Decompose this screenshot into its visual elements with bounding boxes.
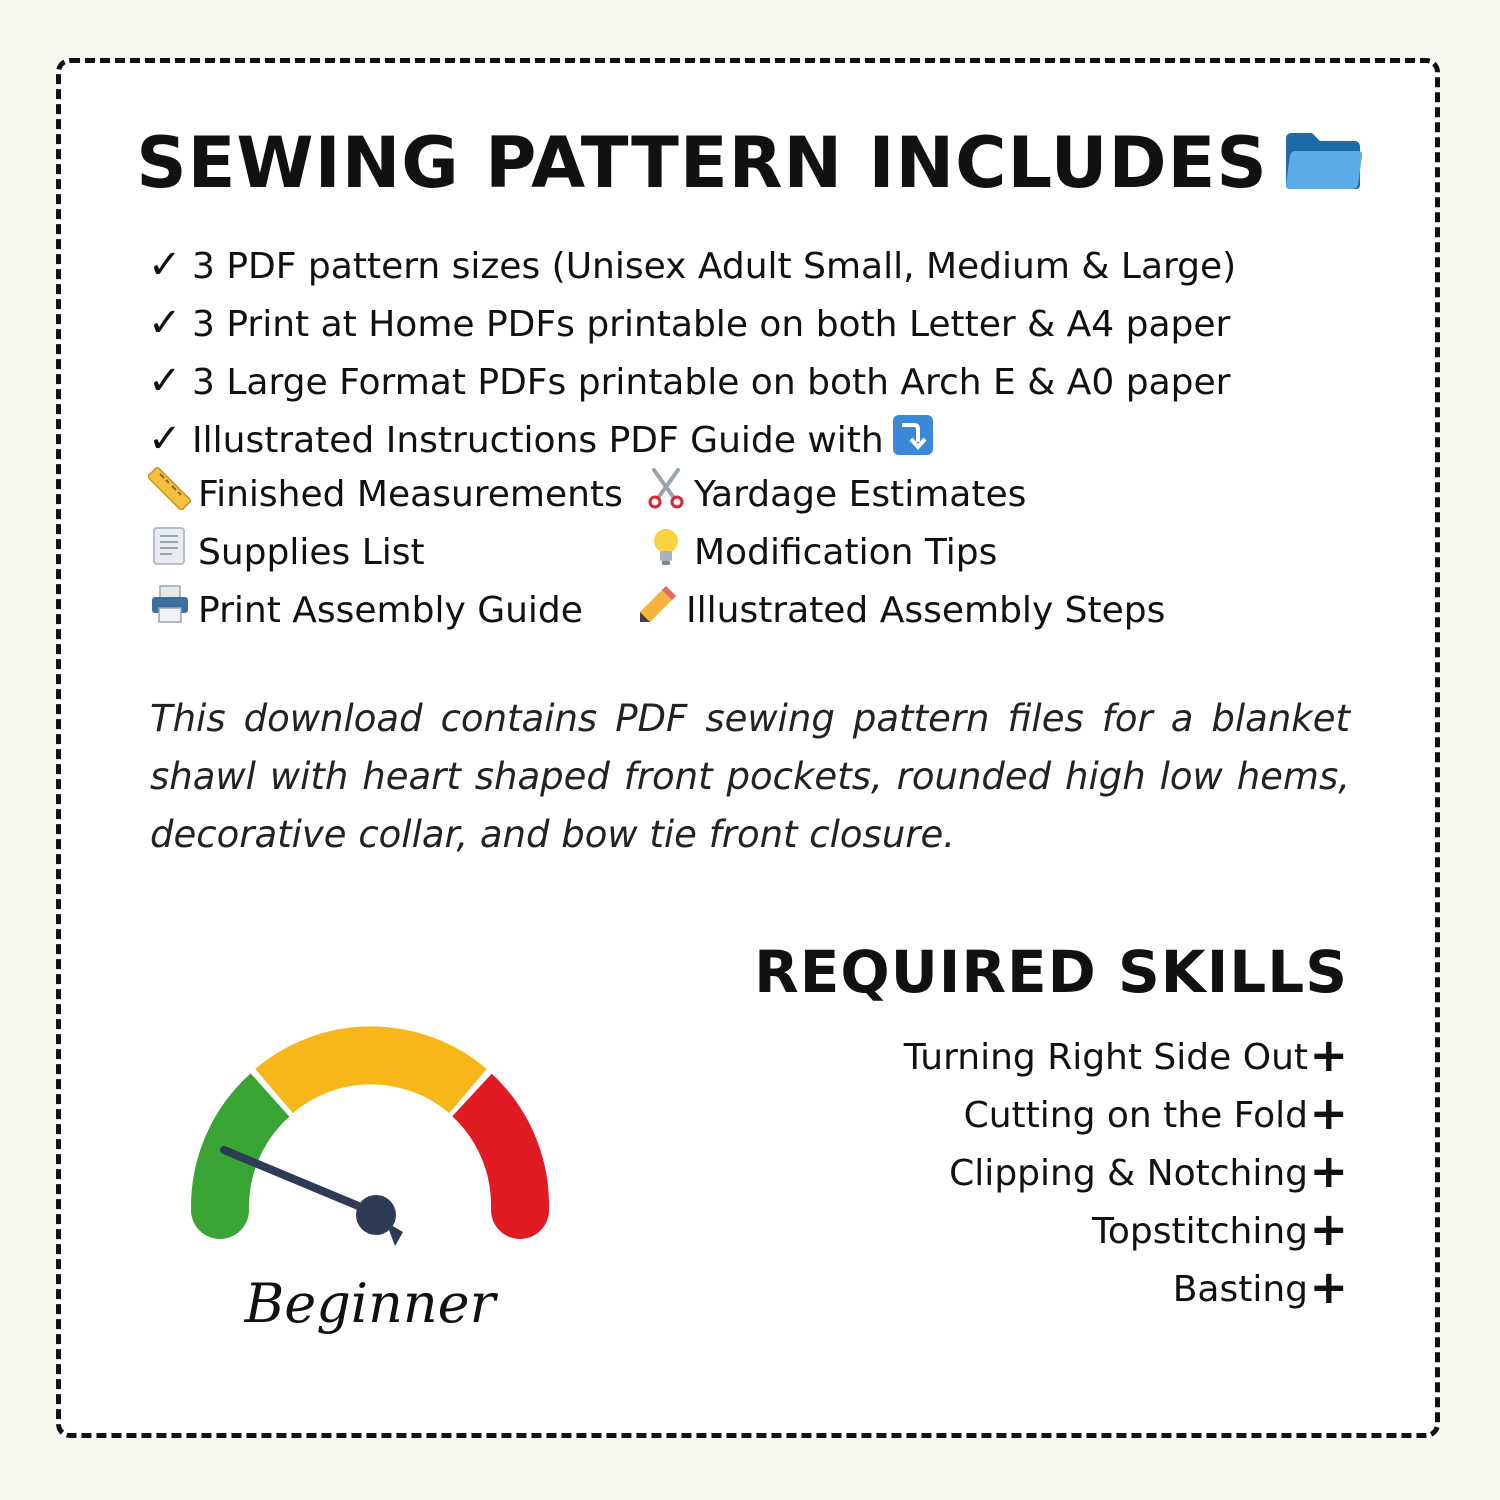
scroll-icon	[148, 524, 198, 586]
plus-icon: +	[1309, 1086, 1348, 1140]
grid-row	[148, 582, 1248, 640]
plus-icon: +	[1309, 1028, 1348, 1082]
list-item: ✓ Illustrated Instructions PDF Guide with	[148, 410, 1398, 468]
guide-item: Modification Tips	[644, 524, 997, 582]
page-title-text: SEWING PATTERN INCLUDES	[136, 122, 1268, 204]
list-item: ✓ 3 Print at Home PDFs printable on both Letter & A4 paper	[148, 294, 1398, 352]
includes-list	[148, 236, 1398, 468]
difficulty-gauge	[150, 960, 610, 1360]
page-title	[0, 122, 1500, 210]
skills-list	[904, 1026, 1348, 1316]
checkmark-icon: ✓	[148, 242, 182, 288]
difficulty-heading	[179, 960, 574, 969]
guide-item: Print Assembly Guide	[148, 582, 583, 640]
skill-item: Cutting on the Fold+	[963, 1086, 1348, 1140]
lightbulb-icon	[644, 524, 694, 586]
checkmark-icon: ✓	[148, 300, 182, 346]
list-item: ✓ 3 PDF pattern sizes (Unisex Adult Small, Medium & Large)	[148, 236, 1398, 294]
skill-item: Topstitching+	[1091, 1202, 1348, 1256]
gauge-mid-segment	[274, 1055, 468, 1091]
scissors-icon	[644, 466, 694, 528]
ruler-icon	[148, 466, 198, 528]
skill-item: Basting+	[1172, 1260, 1348, 1314]
plus-icon: +	[1309, 1202, 1348, 1256]
checkmark-icon: ✓	[148, 358, 182, 404]
arrow-down-icon	[892, 414, 934, 474]
skills-title: REQUIRED SKILLS	[754, 938, 1348, 1006]
skill-item: Turning Right Side Out+	[903, 1028, 1348, 1082]
list-item: ✓ 3 Large Format PDFs printable on both Arch E & A0 paper	[148, 352, 1398, 410]
folder-icon	[1282, 128, 1364, 210]
plus-icon: +	[1309, 1260, 1348, 1314]
difficulty-level: Beginner	[244, 1272, 496, 1335]
checkmark-icon: ✓	[148, 416, 182, 462]
pencil-icon	[636, 582, 686, 644]
pattern-description: This download contains PDF sewing pattern files for a blanket shawl with heart shaped front pockets, rounded high low hems, decorative collar, and bow tie front closure.	[150, 697, 1350, 856]
guide-item: Supplies List	[148, 524, 425, 582]
gauge-needle	[224, 1150, 403, 1246]
skill-item: Clipping & Notching+	[949, 1144, 1348, 1198]
guide-contents-grid	[148, 466, 1248, 640]
guide-item: Finished Measurements	[148, 466, 623, 524]
grid-row	[148, 524, 1248, 582]
printer-icon	[148, 582, 198, 644]
grid-row	[148, 466, 1248, 524]
guide-item: Illustrated Assembly Steps	[636, 582, 1165, 640]
plus-icon: +	[1309, 1144, 1348, 1198]
guide-item: Yardage Estimates	[644, 466, 1026, 524]
